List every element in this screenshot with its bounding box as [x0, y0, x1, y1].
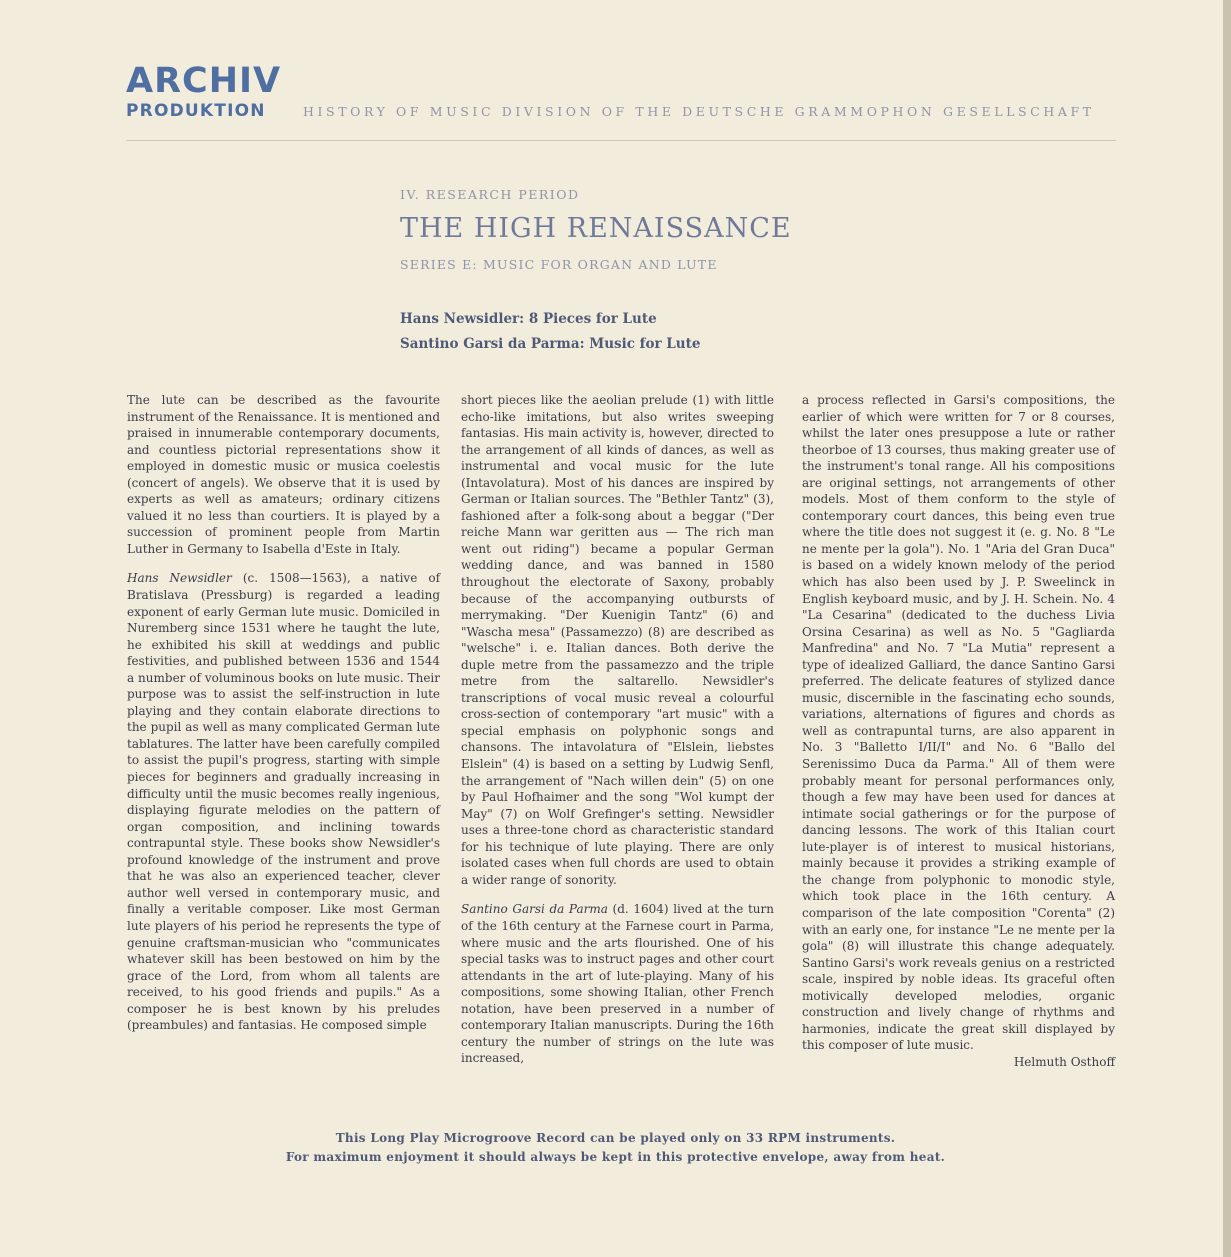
- sleeve-edge: [1223, 0, 1231, 1257]
- series-subtitle: SERIES E: MUSIC FOR ORGAN AND LUTE: [400, 257, 718, 272]
- paragraph-compositions: a process reflected in Garsi's compositions, the earlier of which were written for 7 or 8 courses, whilst the later ones presuppose a lute or rather theorboe of 13 courses, thus making greater use of the instrument's tonal range. All his compositions are original settings, not arrangements of other models. Most of them conform to the style of contemporary court dances, this being even true where the title does not suggest it (e. g. No. 8 "Le ne mente per la gola"). No. 1 "Aria del Gran Duca" is based on a widely known melody of the period which has also been used by J. P. Sweelinck in English keyboard music, and by J. H. Schein. No. 4 "La Cesarina" (dedicated to the duchess Livia Orsina Cesarina) as well as No. 5 "Gagliarda Manfredina" and No. 7 "La Mutia" represent a type of idealized Galliard, the dance Santino Garsi preferred. The delicate features of stylized dance music, discernible in the fascinating echo sounds, variations, alternations of figures and chords as well as contrapuntal turns, are also apparent in No. 3 "Balletto I/II/I" and No. 6 "Ballo del Serenissimo Duca da Parma." All of them were probably meant for personal performances only, though a few may have been used for dances at intimate social gatherings or for the purpose of dancing lessons. The work of this Italian court lute-player is of interest to musical historians, mainly because it provides a striking example of the change from polyphonic to monodic style, which took place in the 16th century. A comparison of the late composition "Corenta" (2) with an early one, for instance "Le ne mente per la gola" (8) will illustrate this change adequately. Santino Garsi's work reveals genius on a restricted scale, inspired by noble ideas. Its graceful often motivically developed melodies, organic construction and lively change of rhythms and harmonies, indicate the great skill displayed by this composer of lute music.: [802, 393, 1115, 1053]
- work-title-newsidler: Hans Newsidler: 8 Pieces for Lute: [400, 311, 657, 327]
- research-period: IV. RESEARCH PERIOD: [400, 187, 580, 202]
- paragraph-dances: short pieces like the aeolian prelude (1) with little echo-like imitations, but also writes sweeping fantasias. His main activity is, however, directed to the arrangement of all kinds of dances, as well as instrumental and vocal music for the lute (Intavolatura). Most of his dances are inspired by German or Italian sources. The "Bethler Tantz" (3), fashioned after a folk-song about a beggar ("Der reiche Mann war geritten aus — The rich man went out riding") became a popular German wedding dance, and was banned in 1580 throughout the electorate of Saxony, probably because of the accompanying outbursts of merrymaking. "Der Kuenigin Tantz" (6) and "Wascha mesa" (Passamezzo) (8) are described as "welsche" i. e. Italian dances. Both derive the duple metre from the passamezzo and the triple metre from the saltarello. Newsidler's transcriptions of vocal music reveal a colourful cross-section of contemporary "art music" with a special emphasis on polyphonic songs and chansons. The intavolatura of "Elslein, liebstes Elslein" (4) is based on a setting by Ludwig Senfl, the arrangement of "Nach willen dein" (5) on one by Paul Hofhaimer and the song "Wol kumpt der May" (7) on Wolf Grefinger's setting. Newsidler uses a three-tone chord as characteristic standard for his technique of lute playing. There are only isolated cases when full chords are used to obtain a wider range of sonority.: [461, 393, 774, 887]
- logo-produktion: PRODUKTION: [126, 101, 266, 121]
- text-column-1: [127, 392, 440, 1047]
- text-column-2: [461, 392, 774, 1080]
- paragraph-garsi: [461, 901, 774, 1066]
- paragraph-newsidler: [127, 570, 440, 1033]
- archiv-logo: [126, 61, 282, 122]
- header-divider: [126, 140, 1116, 141]
- paragraph-intro: The lute can be described as the favourite instrument of the Renaissance. It is mentioned and praised in innumerable contemporary documents, and countless pictorial representations show it employed in domestic music or musica coelestis (concert of angels). We observe that it is used by experts as well as amateurs; ordinary citizens valued it no less than courtiers. It is played by a succession of prominent people from Martin Luther in Germany to Isabella d'Este in Italy.: [127, 393, 440, 556]
- composer-name-newsidler: Hans Newsidler: [127, 571, 232, 586]
- author-signature: Helmuth Osthoff: [1013, 1054, 1115, 1069]
- page-title: THE HIGH RENAISSANCE: [400, 213, 792, 244]
- division-heading: HISTORY OF MUSIC DIVISION OF THE DEUTSCHE GRAMMOPHON GESELLSCHAFT: [303, 104, 1095, 119]
- paragraph-newsidler-text: (c. 1508—1563), a native of Bratislava (Pressburg) is regarded a leading exponent of early German lute music. Domiciled in Nuremberg since 1531 where he taught the lute, he exhibited his skill at weddings and public festivities, and published between 1536 and 1544 a number of voluminous books on lute music. Their purpose was to assist the self-instruction in lute playing and they contain elaborate directions to the pupil as well as many complicated German lute tablatures. The latter have been carefully compiled to assist the pupil's progress, starting with simple pieces for beginners and gradually increasing in difficulty until the music becomes really ingenious, displaying figurate melodies on the pattern of organ composition, and inclining towards contrapuntal style. These books show Newsidler's profound knowledge of the instrument and prove that he was also an experienced teacher, clever author well versed in contemporary music, and finally a veritable composer. Like most German lute players of his period he represents the type of genuine craftsman-musician who "communicates whatever skill has been bestowed on him by the grace of the Lord, from whom all talents are received, to his good friends and pupils." As a composer he is best known by his preludes (preambules) and fantasias. He composed simple: [127, 571, 441, 1033]
- work-title-garsi: Santino Garsi da Parma: Music for Lute: [400, 336, 701, 352]
- text-column-3: [802, 392, 1115, 1070]
- composer-name-garsi: Santino Garsi da Parma: [461, 902, 608, 917]
- logo-archiv: ARCHIV: [126, 61, 282, 101]
- footer-notice-line-2: For maximum enjoyment it should always be kept in this protective envelope, away from heat.: [285, 1150, 946, 1164]
- footer-notice-line-1: This Long Play Microgroove Record can be played only on 33 RPM instruments.: [335, 1131, 896, 1145]
- paragraph-garsi-text: (d. 1604) lived at the turn of the 16th century at the Farnese court in Parma, where music and the arts flourished. One of his special tasks was to instruct pages and other court attendants in the art of lute-playing. Many of his compositions, some showing Italian, other French notation, have been preserved in a number of contemporary Italian manuscripts. During the 16th century the number of strings on the lute was increased,: [461, 902, 775, 1066]
